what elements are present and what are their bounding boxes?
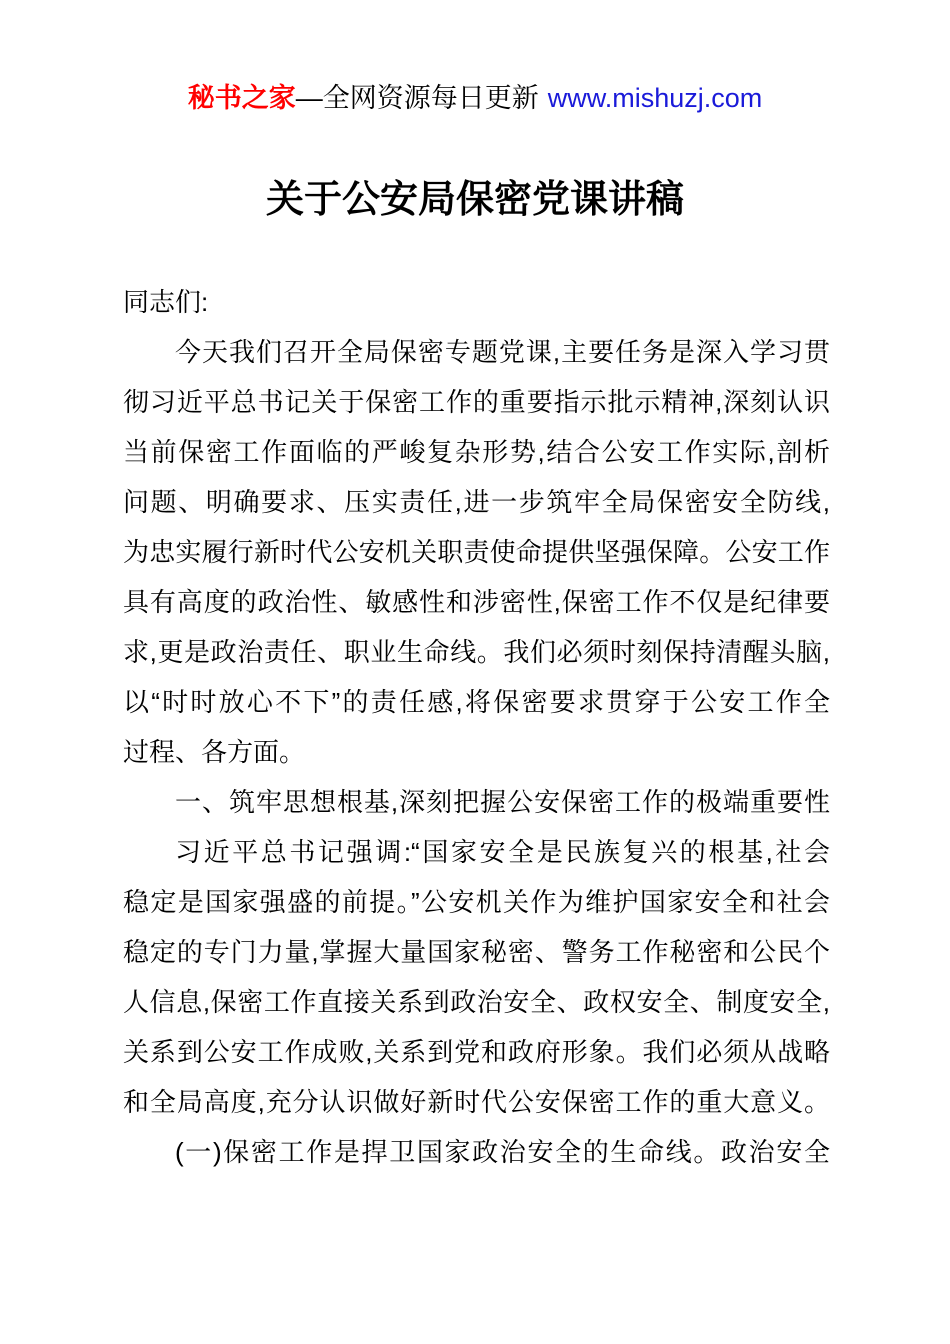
- document-body: [123, 277, 830, 1177]
- text-line: (一)保密工作是捍卫国家政治安全的生命线。政治安全: [175, 1137, 830, 1167]
- text-line: 以“时时放心不下”的责任感,将保密要求贯穿于公安工作全: [123, 687, 830, 717]
- text-line: 关系到公安工作成败,关系到党和政府形象。我们必须从战略: [123, 1037, 830, 1067]
- text-line: 过程、各方面。: [123, 737, 306, 767]
- text-line: 稳定的专门力量,掌握大量国家秘密、警务工作秘密和公民个: [123, 937, 830, 967]
- text-line: 彻习近平总书记关于保密工作的重要指示批示精神,深刻认识: [123, 387, 830, 417]
- text-line: 为忠实履行新时代公安机关职责使命提供坚强保障。公安工作: [123, 537, 830, 567]
- text-line: 一、筑牢思想根基,深刻把握公安保密工作的极端重要性: [175, 787, 830, 817]
- text-line: 求,更是政治责任、职业生命线。我们必须时刻保持清醒头脑,: [123, 637, 830, 667]
- text-line: 当前保密工作面临的严峻复杂形势,结合公安工作实际,剖析: [123, 437, 830, 467]
- text-line: 同志们:: [123, 287, 209, 317]
- text-line: 和全局高度,充分认识做好新时代公安保密工作的重大意义。: [123, 1087, 830, 1117]
- text-line: 问题、明确要求、压实责任,进一步筑牢全局保密安全防线,: [123, 487, 830, 517]
- site-brand: 秘书之家: [187, 83, 296, 113]
- site-url-link[interactable]: www.mishuzj.com: [547, 83, 763, 113]
- site-tagline: —全网资源每日更新: [295, 83, 539, 113]
- document-title: 关于公安局保密党课讲稿: [265, 179, 684, 221]
- text-line: 稳定是国家强盛的前提。”公安机关作为维护国家安全和社会: [123, 887, 830, 917]
- text-line: 习近平总书记强调:“国家安全是民族复兴的根基,社会: [175, 837, 830, 867]
- text-line: 具有高度的政治性、敏感性和涉密性,保密工作不仅是纪律要: [123, 587, 830, 617]
- site-header: [0, 0, 950, 115]
- text-line: 今天我们召开全局保密专题党课,主要任务是深入学习贯: [175, 337, 830, 367]
- text-line: 人信息,保密工作直接关系到政治安全、政权安全、制度安全,: [123, 987, 830, 1017]
